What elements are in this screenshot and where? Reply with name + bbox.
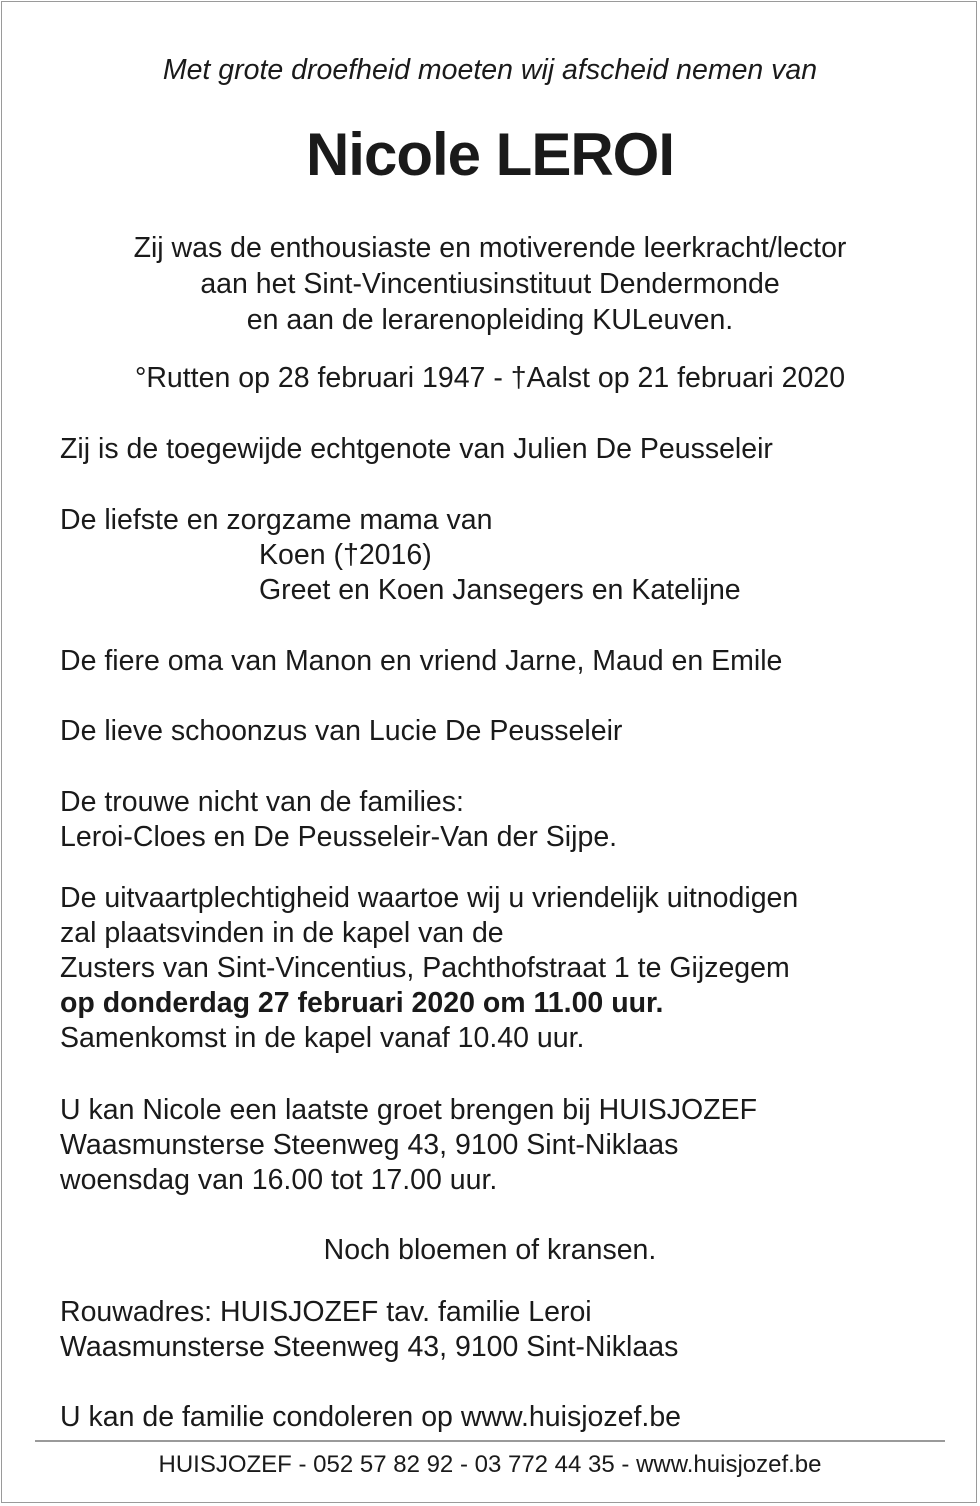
- tribute-line: en aan de lerarenopleiding KULeuven.: [246, 304, 734, 336]
- niece-line: Leroi-Cloes en De Peusseleir-Van der Sijpe.: [60, 821, 618, 853]
- farewell-line: woensdag van 16.00 tot 17.00 uur.: [60, 1164, 498, 1196]
- funeral-datetime: op donderdag 27 februari 2020 om 11.00 uur.: [60, 987, 664, 1019]
- niece-line: De trouwe nicht van de families:: [60, 786, 464, 818]
- tribute-line: Zij was de enthousiaste en motiverende leerkracht/lector: [133, 232, 847, 264]
- farewell-line: U kan Nicole een laatste groet brengen bij HUISJOZEF: [60, 1094, 757, 1126]
- child-line: Greet en Koen Jansegers en Katelijne: [259, 574, 741, 606]
- birth-death-dates: °Rutten op 28 februari 1947 - †Aalst op 21 februari 2020: [134, 362, 846, 394]
- address-line: Rouwadres: HUISJOZEF tav. familie Leroi: [60, 1296, 592, 1328]
- funeral-line: De uitvaartplechtigheid waartoe wij u vriendelijk uitnodigen: [60, 882, 799, 914]
- intro-line: Met grote droefheid moeten wij afscheid nemen van: [162, 54, 818, 86]
- address-line: Waasmunsterse Steenweg 43, 9100 Sint-Niklaas: [60, 1331, 679, 1363]
- sister-in-law-line: De lieve schoonzus van Lucie De Peusseleir: [60, 715, 623, 747]
- no-flowers-line: Noch bloemen of kransen.: [323, 1234, 657, 1266]
- condolence-line: U kan de familie condoleren op www.huisjozef.be: [60, 1401, 682, 1433]
- tribute-line: aan het Sint-Vincentiusinstituut Dendermonde: [200, 268, 780, 300]
- footer-contact: HUISJOZEF - 052 57 82 92 - 03 772 44 35 - www.huisjozef.be: [158, 1451, 822, 1478]
- notice-frame: [1, 1, 977, 1503]
- child-line: Koen (†2016): [259, 539, 432, 571]
- mother-intro: De liefste en zorgzame mama van: [60, 504, 493, 536]
- footer-divider: [35, 1440, 945, 1442]
- farewell-line: Waasmunsterse Steenweg 43, 9100 Sint-Niklaas: [60, 1129, 679, 1161]
- deceased-name: Nicole LEROI: [305, 121, 675, 188]
- funeral-line: Zusters van Sint-Vincentius, Pachthofstraat 1 te Gijzegem: [60, 952, 790, 984]
- grandmother-line: De fiere oma van Manon en vriend Jarne, Maud en Emile: [60, 645, 783, 677]
- funeral-line: zal plaatsvinden in de kapel van de: [60, 917, 504, 949]
- gathering-line: Samenkomst in de kapel vanaf 10.40 uur.: [60, 1022, 585, 1054]
- spouse-line: Zij is de toegewijde echtgenote van Julien De Peusseleir: [60, 433, 773, 465]
